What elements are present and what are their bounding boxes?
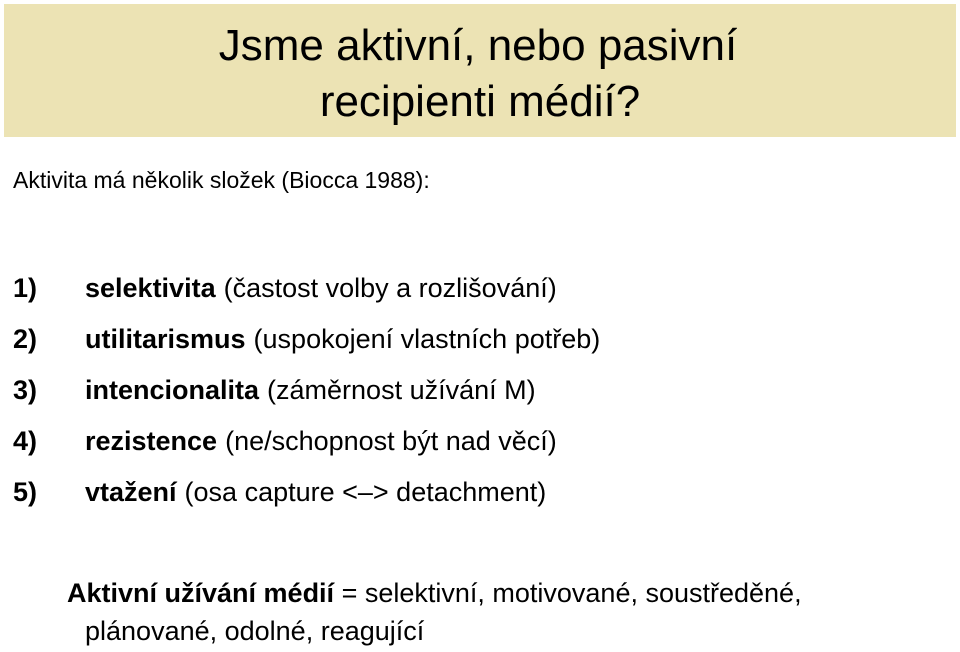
list-item: [13, 321, 600, 372]
title-band: [4, 4, 956, 137]
list-term: vtažení: [85, 477, 177, 507]
list-term: rezistence: [85, 426, 218, 456]
list-number: 1): [13, 273, 38, 303]
summary-text-line-2: plánované, odolné, reagující: [85, 616, 425, 646]
list-description: (osa capture <–> detachment): [184, 477, 547, 507]
list-number: 3): [13, 375, 38, 405]
summary-definition: [67, 574, 947, 650]
list-term: utilitarismus: [85, 324, 246, 354]
list-number: 2): [13, 324, 38, 354]
summary-term: Aktivní užívání médií: [67, 578, 335, 608]
list-term: selektivita: [85, 273, 216, 303]
list-description: (uspokojení vlastních potřeb): [253, 324, 601, 354]
intro-text: Aktivita má několik složek (Biocca 1988):: [13, 167, 430, 193]
slide-title-line-2: recipienti médií?: [319, 77, 641, 126]
summary-text-line-1: = selektivní, motivované, soustředěné,: [334, 578, 802, 608]
slide-title-line-1: Jsme aktivní, nebo pasivní: [218, 21, 738, 70]
list-description: (záměrnost užívání M): [267, 375, 536, 405]
list-item: [13, 474, 600, 525]
slide-title: [4, 18, 956, 130]
list-item: [13, 423, 600, 474]
list-description: (ne/schopnost být nad věcí): [225, 426, 557, 456]
component-list: [13, 270, 600, 525]
list-number: 5): [13, 477, 38, 507]
list-item: [13, 372, 600, 423]
list-number: 4): [13, 426, 38, 456]
list-description: (častost volby a rozlišování): [223, 273, 557, 303]
list-term: intencionalita: [85, 375, 260, 405]
list-item: [13, 270, 600, 321]
